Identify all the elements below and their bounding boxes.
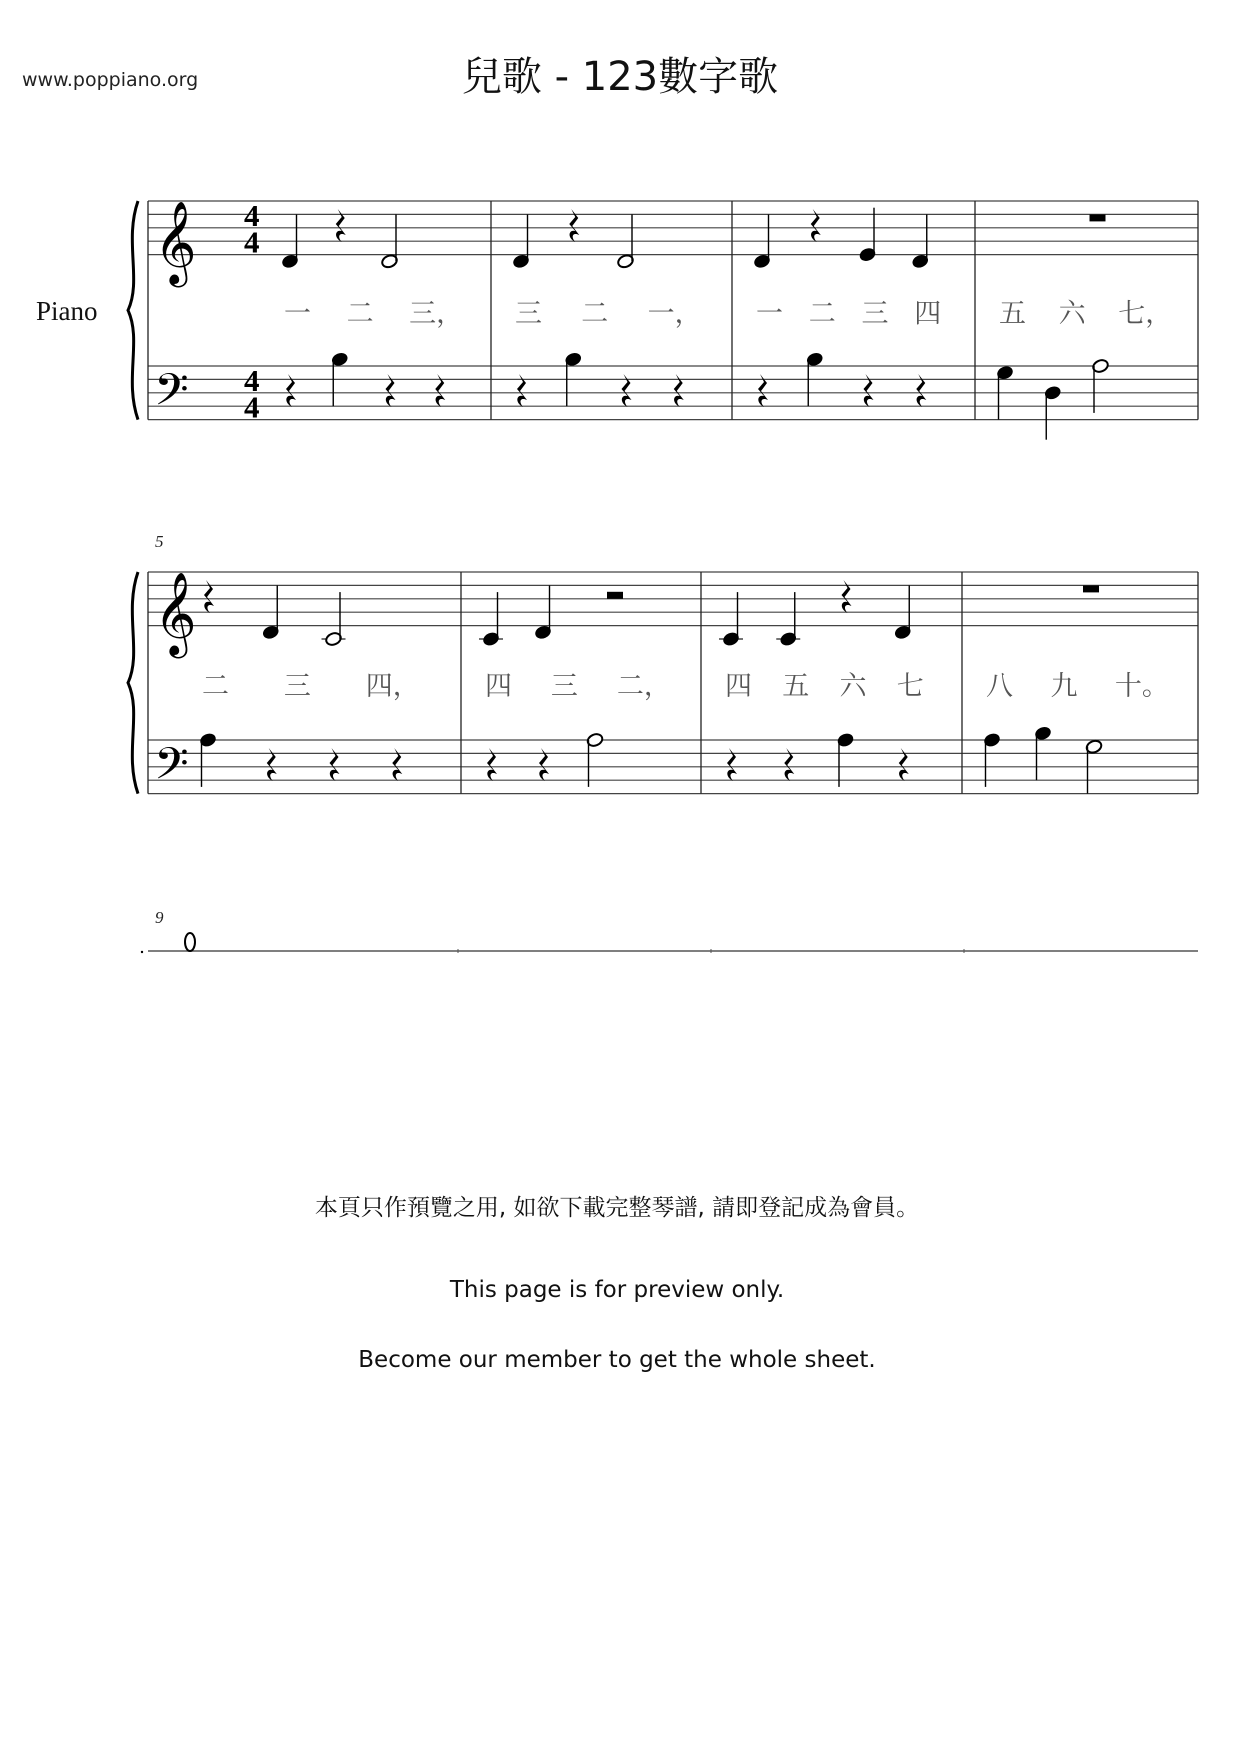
brace — [128, 572, 138, 794]
lyric-syllable: 二 — [346, 298, 374, 330]
measure-number-9: 9 — [155, 908, 164, 927]
lyric-syllable: 一， — [647, 298, 702, 330]
lyric-syllable: 四， — [365, 670, 420, 702]
measure-number-5: 5 — [155, 532, 164, 551]
lyric-syllable: 六 — [839, 670, 867, 702]
lyric-syllable: 三 — [283, 670, 311, 702]
instrument-label: Piano — [36, 296, 98, 326]
measure — [281, 209, 463, 407]
lyric-syllable: 二 — [808, 298, 836, 330]
system-1 — [128, 198, 1198, 440]
lyric-syllable: 二 — [581, 298, 609, 330]
measure — [199, 580, 420, 787]
lyric-syllable: 二 — [202, 670, 229, 702]
time-signature-top: 4 — [244, 362, 260, 398]
lyric-syllable: 七， — [1118, 298, 1173, 330]
lyric-syllable: 九 — [1050, 670, 1078, 702]
brace — [128, 201, 138, 420]
lyric-syllable: 八 — [986, 670, 1013, 702]
lyric-syllable: 十。 — [1114, 670, 1169, 702]
whole-rest — [1083, 585, 1099, 592]
lyric-syllable: 三 — [515, 298, 542, 330]
lyric-syllable: 三 — [550, 670, 578, 702]
treble-clef-icon: 𝄞 — [154, 570, 197, 655]
system-2 — [128, 571, 1198, 801]
song-title: 兒歌 - 123數字歌 — [461, 54, 779, 100]
lyric-syllable: 一 — [756, 298, 783, 330]
lyric-syllable: 二， — [616, 670, 671, 702]
system-3-partial — [141, 933, 1198, 953]
dot — [141, 951, 143, 953]
preview-notice-english: This page is for preview only. — [449, 1277, 785, 1303]
lyric-syllable: 四 — [725, 670, 752, 702]
bass-clef-icon: 𝄢 — [154, 363, 189, 427]
preview-notice-chinese: 本頁只作預覽之用, 如欲下載完整琴譜, 請即登記成為會員。 — [314, 1195, 920, 1221]
measure — [753, 208, 941, 407]
membership-notice: Become our member to get the whole sheet. — [358, 1347, 876, 1373]
site-url[interactable]: www.poppiano.org — [22, 69, 199, 91]
measure — [512, 209, 702, 407]
lyric-syllable: 六 — [1058, 298, 1086, 330]
bass-clef-icon: 𝄢 — [154, 737, 189, 801]
half-rest — [607, 592, 623, 599]
lyric-syllable: 五 — [782, 670, 810, 702]
measure — [983, 585, 1169, 793]
lyric-syllable: 五 — [999, 298, 1026, 330]
lyric-syllable: 七 — [896, 670, 924, 702]
lyric-syllable: 四 — [914, 298, 942, 330]
partial-note-head — [185, 933, 195, 951]
time-signature-bottom: 4 — [244, 224, 260, 260]
score-systems — [128, 198, 1198, 801]
treble-clef-icon: 𝄞 — [154, 199, 197, 284]
whole-rest — [1090, 214, 1106, 221]
time-signature-bottom: 4 — [244, 389, 260, 425]
lyric-syllable: 三， — [409, 298, 464, 330]
time-signature-top: 4 — [244, 197, 260, 233]
measure — [479, 585, 671, 787]
measure — [719, 580, 924, 787]
lyric-syllable: 四 — [485, 670, 512, 702]
lyric-syllable: 一 — [284, 298, 311, 330]
lyric-syllable: 三 — [861, 298, 889, 330]
